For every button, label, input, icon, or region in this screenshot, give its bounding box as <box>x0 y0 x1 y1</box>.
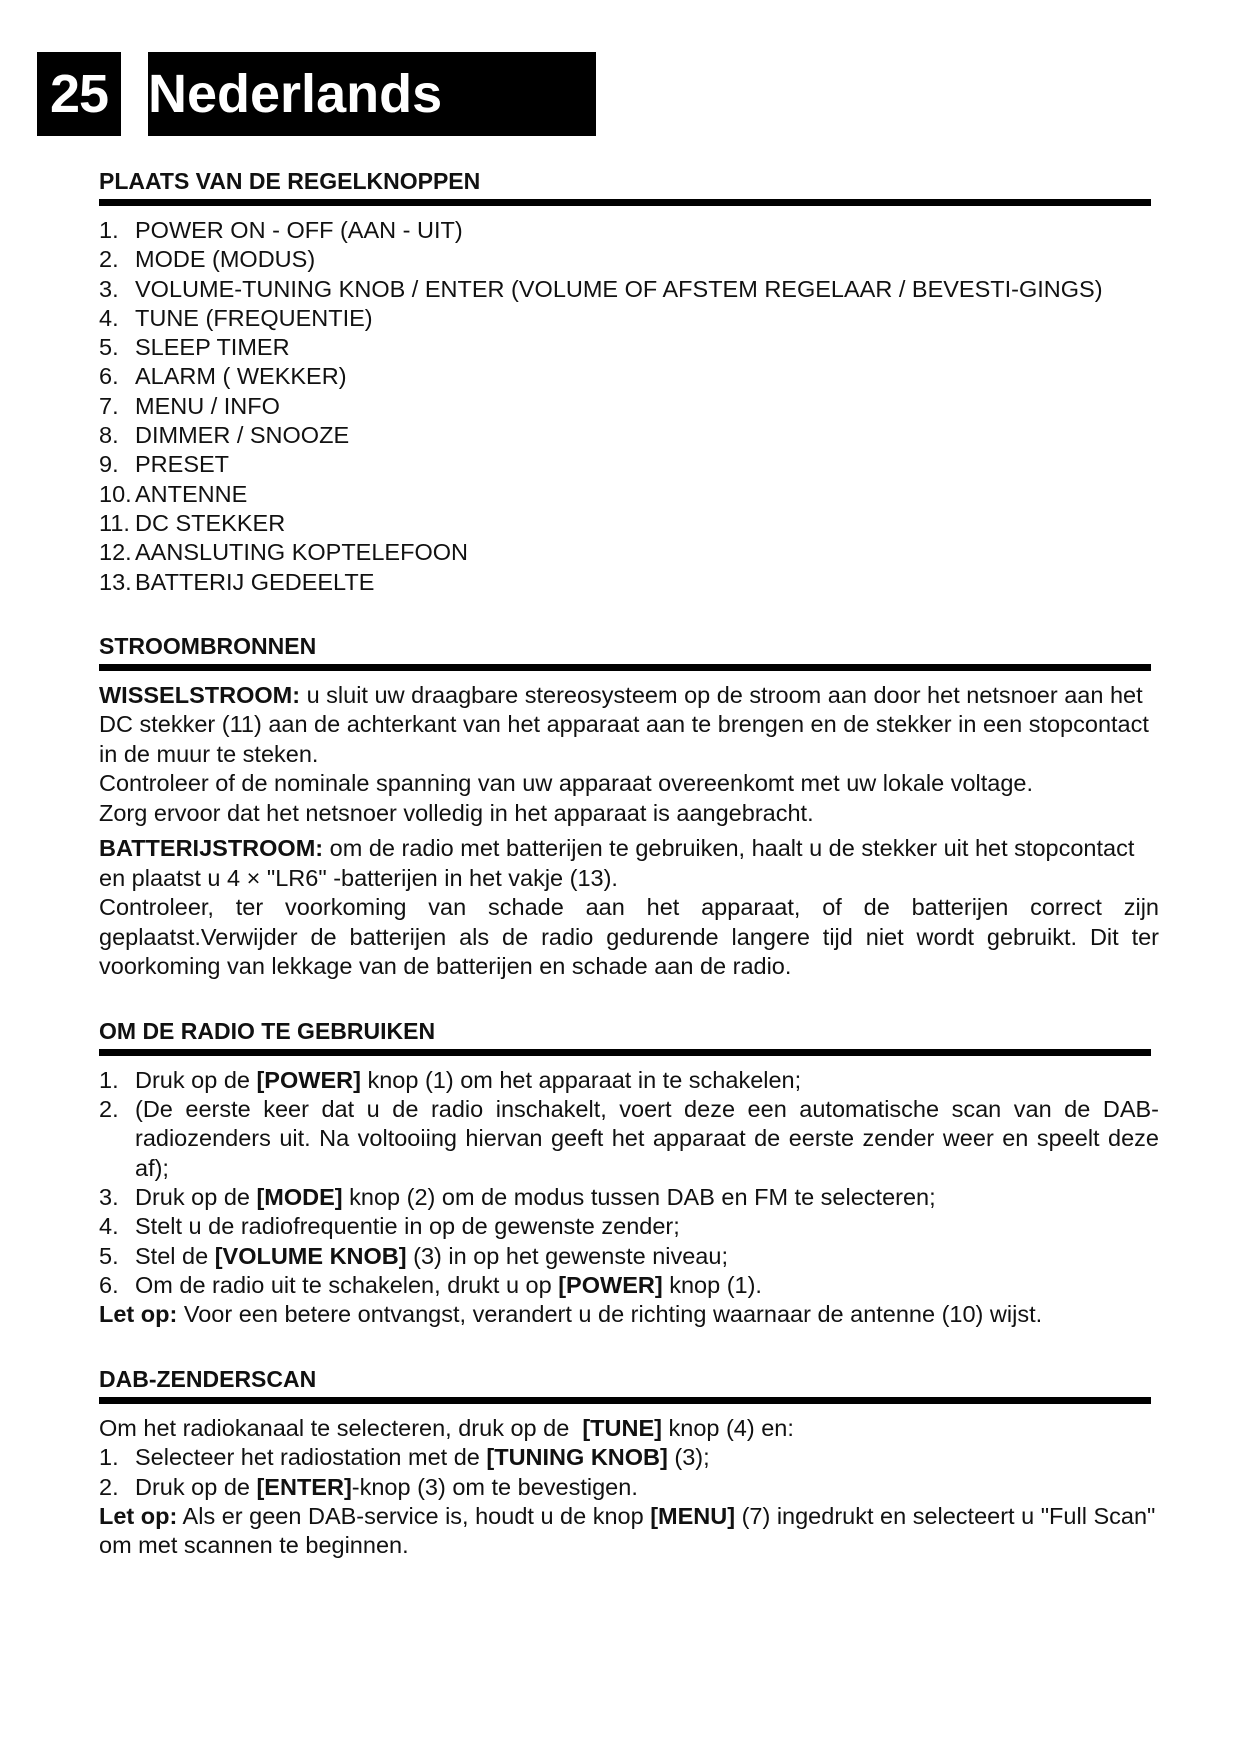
step-text: Stelt u de radiofrequentie in op de gewenste zender; <box>135 1213 680 1240</box>
item-number: 6. <box>99 363 119 390</box>
item-label: DC STEKKER <box>135 509 286 536</box>
step-text: Druk op de <box>135 1066 257 1093</box>
dab-section <box>99 1364 1159 1561</box>
step-text: (De eerste keer dat u de radio inschakelt, voert deze een automatische scan van de DAB-radiozenders uit. Na voltooiing hiervan geeft het apparaat de eerste zender weer en speelt deze af); <box>135 1096 1159 1181</box>
item-number: 9. <box>99 451 119 478</box>
list-item <box>99 1212 1159 1241</box>
step-number: 4. <box>99 1213 119 1240</box>
section-rule <box>99 1049 1151 1056</box>
list-item <box>99 421 1159 450</box>
item-label: SLEEP TIMER <box>135 334 290 361</box>
step-number: 2. <box>99 1096 119 1123</box>
step-number: 6. <box>99 1271 119 1298</box>
item-number: 10. <box>99 480 132 507</box>
ac-block <box>99 681 1159 829</box>
item-label: TUNE (FREQUENTIE) <box>135 304 373 331</box>
ac-label: WISSELSTROOM: <box>99 681 301 708</box>
list-item <box>99 1095 1159 1183</box>
item-number: 12. <box>99 539 132 566</box>
mode-key-label: [MODE] <box>256 1184 343 1211</box>
list-item <box>99 362 1159 391</box>
item-number: 5. <box>99 334 119 361</box>
list-item <box>99 333 1159 362</box>
step-text: Druk op de <box>135 1184 257 1211</box>
list-item <box>99 392 1159 421</box>
usage-steps <box>99 1066 1159 1300</box>
intro-text: Om het radiokanaal te selecteren, druk op de <box>99 1414 583 1441</box>
power-key-label: [POWER] <box>558 1271 663 1298</box>
section-rule <box>99 1397 1151 1404</box>
intro-text: knop (4) en: <box>661 1414 794 1441</box>
list-item <box>99 1066 1159 1095</box>
list-item <box>99 509 1159 538</box>
page-content <box>99 166 1159 1595</box>
step-number: 1. <box>99 1066 119 1093</box>
item-label: DIMMER / SNOOZE <box>135 422 350 449</box>
usage-note <box>99 1300 1159 1330</box>
ac-text: u sluit uw draagbare stereosysteem op de stroom aan door het netsnoer aan het DC stekker (11) aan de achterkant van het apparaat aan te brengen en de stekker in een stopcontact in de muur te steken. <box>99 681 1149 767</box>
list-item <box>99 1271 1159 1300</box>
page-number: 25 <box>37 52 121 136</box>
list-item <box>99 304 1159 333</box>
list-item <box>99 568 1159 597</box>
item-label: BATTERIJ GEDEELTE <box>135 568 375 595</box>
battery-block <box>99 834 1159 982</box>
dab-heading: DAB-ZENDERSCAN <box>99 1365 317 1392</box>
item-number: 2. <box>99 246 119 273</box>
list-item <box>99 450 1159 479</box>
step-text: Stel de <box>135 1242 215 1269</box>
battery-paragraph <box>99 834 1159 893</box>
battery-text: om de radio met batterijen te gebruiken, haalt u de stekker uit het stopcontact en plaatst u 4 × "LR6" -batterijen in het vakje (13). <box>99 835 1135 891</box>
section-rule <box>99 199 1151 206</box>
item-label: ALARM ( WEKKER) <box>135 363 347 390</box>
list-item <box>99 1473 1159 1502</box>
step-number: 3. <box>99 1184 119 1211</box>
section-rule <box>99 664 1151 671</box>
step-text: knop (1). <box>662 1271 762 1298</box>
item-label: MENU / INFO <box>135 392 280 419</box>
note-text: (7) ingedrukt en selecteert u "Full Scan" om met scannen te beginnen. <box>99 1502 1156 1559</box>
dab-steps <box>99 1443 1159 1502</box>
step-text: -knop (3) om te bevestigen. <box>351 1473 638 1500</box>
item-number: 11. <box>99 509 130 536</box>
item-number: 13. <box>99 568 132 595</box>
list-item <box>99 1183 1159 1212</box>
step-text: Om de radio uit te schakelen, drukt u op <box>135 1271 559 1298</box>
battery-note: Controleer, ter voorkoming van schade aan het apparaat, of de batterijen correct zijn geplaatst.Verwijder de batterijen als de radio gedurende langere tijd niet wordt gebruikt. Dit ter voorkoming van lekkage van de batterijen en schade aan de radio. <box>99 894 1159 980</box>
controls-heading: PLAATS VAN DE REGELKNOPPEN <box>99 168 481 194</box>
usage-heading: OM DE RADIO TE GEBRUIKEN <box>99 1017 436 1044</box>
enter-key-label: [ENTER] <box>256 1473 352 1500</box>
battery-label: BATTERIJSTROOM: <box>99 835 324 862</box>
list-item <box>99 1242 1159 1271</box>
power-heading: STROOMBRONNEN <box>99 632 317 659</box>
volume-key-label: [VOLUME KNOB] <box>214 1242 407 1269</box>
step-text: Selecteer het radiostation met de <box>135 1444 487 1471</box>
item-label: MODE (MODUS) <box>135 246 316 273</box>
step-number: 5. <box>99 1242 119 1269</box>
item-number: 4. <box>99 304 119 331</box>
usage-section <box>99 1016 1159 1330</box>
language-title-text: Nederlands <box>148 64 443 124</box>
step-text: knop (2) om de modus tussen DAB en FM te selecteren; <box>342 1184 936 1211</box>
menu-key-label: [MENU] <box>650 1502 736 1529</box>
item-label: POWER ON - OFF (AAN - UIT) <box>135 217 463 243</box>
tune-key-label: [TUNE] <box>582 1414 662 1441</box>
controls-list <box>99 216 1159 597</box>
power-section <box>99 631 1159 982</box>
note-label: Let op: <box>99 1502 178 1529</box>
controls-section <box>99 166 1159 597</box>
list-item <box>99 245 1159 274</box>
item-label: ANTENNE <box>135 480 248 507</box>
tuning-knob-label: [TUNING KNOB] <box>486 1444 668 1471</box>
item-label: VOLUME-TUNING KNOB / ENTER (VOLUME OF AFSTEM REGELAAR / BEVESTI-GINGS) <box>135 275 1103 302</box>
list-item <box>99 275 1159 304</box>
item-number: 3. <box>99 275 119 302</box>
list-item <box>99 480 1159 509</box>
step-text: Druk op de <box>135 1473 257 1500</box>
note-text: Voor een betere ontvangst, verandert u de richting waarnaar de antenne (10) wijst. <box>177 1301 1043 1328</box>
ac-note-1: Controleer of de nominale spanning van uw apparaat overeenkomt met uw lokale voltage. <box>99 770 1034 797</box>
list-item <box>99 538 1159 567</box>
note-text: Als er geen DAB-service is, houdt u de knop <box>177 1502 651 1529</box>
item-number: 8. <box>99 422 119 449</box>
list-item <box>99 216 1159 245</box>
dab-intro <box>99 1414 1159 1444</box>
note-label: Let op: <box>99 1301 178 1328</box>
power-key-label: [POWER] <box>256 1066 361 1093</box>
dab-note <box>99 1502 1159 1561</box>
item-number: 7. <box>99 392 119 419</box>
item-label: PRESET <box>135 451 230 478</box>
ac-note-2: Zorg ervoor dat het netsnoer volledig in het apparaat is aangebracht. <box>99 799 814 826</box>
step-text: (3) in op het gewenste niveau; <box>406 1242 728 1269</box>
step-text: knop (1) om het apparaat in te schakelen; <box>360 1066 802 1093</box>
list-item <box>99 1443 1159 1472</box>
step-number: 1. <box>99 1444 119 1471</box>
step-text: (3); <box>667 1444 710 1471</box>
item-label: AANSLUTING KOPTELEFOON <box>135 539 468 566</box>
step-number: 2. <box>99 1473 119 1500</box>
language-title <box>148 52 596 136</box>
ac-paragraph <box>99 681 1159 770</box>
item-number: 1. <box>99 217 119 243</box>
